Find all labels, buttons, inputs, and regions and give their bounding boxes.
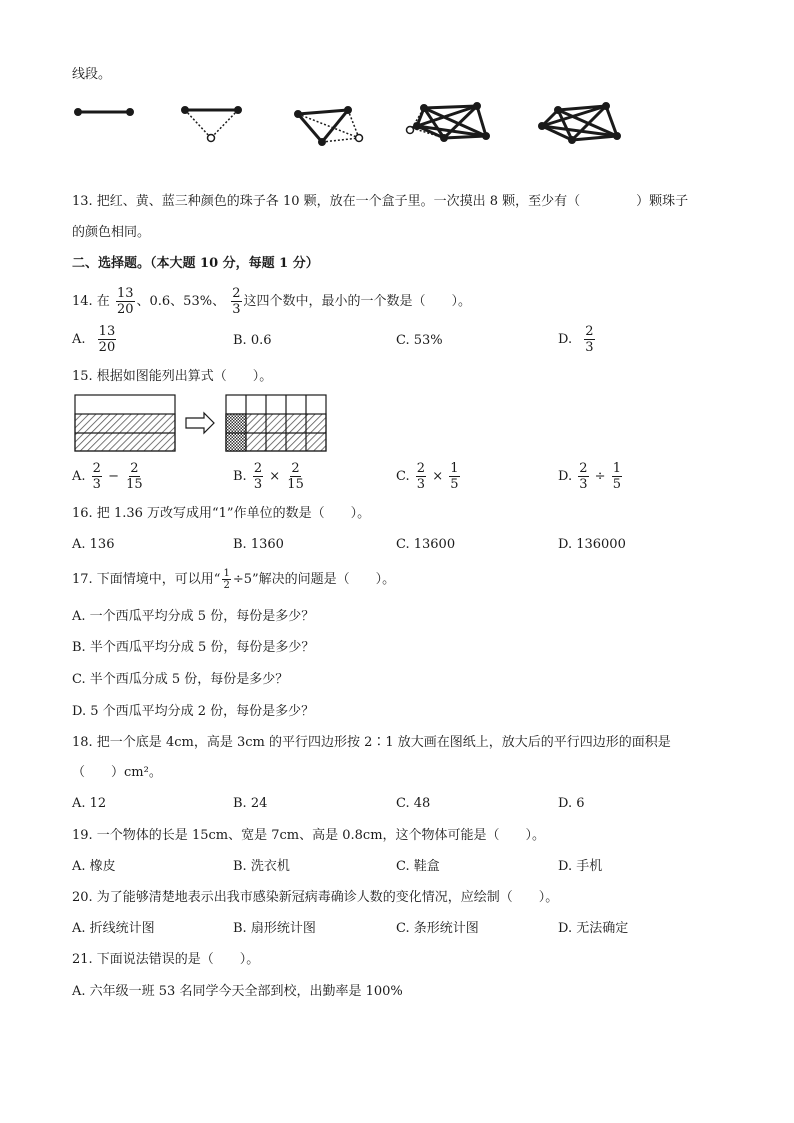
q18-option-a[interactable]: A. 12 xyxy=(72,796,107,811)
q17-frac: $\frac{1}{2}$ xyxy=(223,568,230,591)
q20-question: 20. 为了能够清楚地表示出我市感染新冠病毒确诊人数的变化情况，应绘制（ ）。 xyxy=(72,890,559,905)
q17-option-c[interactable]: C. 半个西瓜分成 5 份，每份是多少？ xyxy=(72,672,289,687)
q15-option-d[interactable]: D. $\frac{2}{3}$ ÷ $\frac{1}{5}$ xyxy=(558,461,621,492)
q14-option-d-frac: $\frac{2}{3}$ xyxy=(585,324,594,355)
q20-option-b[interactable]: B. 扇形统计图 xyxy=(233,921,316,936)
q13-text-b: ）颗珠子 xyxy=(636,194,689,209)
q18-question-cont: （ ）cm²。 xyxy=(72,765,162,780)
q18-question: 18. 把一个底是 4cm，高是 3cm 的平行四边形按 2∶1 放大画在图纸上，放大后的平行四边形的面积是 xyxy=(72,735,671,750)
q13-text-a: 13. 把红、黄、蓝三种颜色的珠子各 10 颗，放在一个盒子里。一次摸出 8 颗，至少有（ xyxy=(72,194,581,209)
q15-d-frac-1: $\frac{2}{3}$ xyxy=(579,461,588,492)
q15-b-frac-1: $\frac{2}{3}$ xyxy=(253,461,263,492)
q16-option-d[interactable]: D. 136000 xyxy=(558,537,626,552)
q18-option-c[interactable]: C. 48 xyxy=(396,796,431,811)
q17-option-b[interactable]: B. 半个西瓜平均分成 5 份，每份是多少？ xyxy=(72,640,315,655)
q17-prefix: 17. 下面情境中，可以用“ xyxy=(72,572,221,587)
q14-option-a-frac: $\frac{13}{20}$ xyxy=(98,324,116,355)
q21-option-a[interactable]: A. 六年级一班 53 名同学今天全部到校，出勤率是 100% xyxy=(72,984,403,999)
q14-option-c[interactable]: C. 53% xyxy=(396,333,443,348)
q19-question: 19. 一个物体的长是 15cm、宽是 7cm、高是 0.8cm，这个物体可能是（ ）。 xyxy=(72,828,546,843)
q16-option-c[interactable]: C. 13600 xyxy=(396,537,456,552)
q19-option-d[interactable]: D. 手机 xyxy=(558,859,603,874)
q20-option-d[interactable]: D. 无法确定 xyxy=(558,921,629,936)
q21-question: 21. 下面说法错误的是（ ）。 xyxy=(72,952,260,967)
q15-option-a[interactable]: A. $\frac{2}{3}$ − $\frac{2}{15}$ xyxy=(72,461,143,492)
q14-question xyxy=(72,285,471,319)
q19-option-c[interactable]: C. 鞋盒 xyxy=(396,859,440,874)
q14-frac-2: $\frac{2}{3}$ xyxy=(232,286,241,317)
q18-option-d[interactable]: D. 6 xyxy=(558,796,585,811)
q15-c-frac-1: $\frac{2}{3}$ xyxy=(416,461,426,492)
q16-question: 16. 把 1.36 万改写成用“1”作单位的数是（ ）。 xyxy=(72,506,371,521)
q17-question xyxy=(72,566,395,594)
q17-option-a[interactable]: A. 一个西瓜平均分成 5 份，每份是多少？ xyxy=(72,609,315,624)
q12-points-figure xyxy=(72,100,672,150)
q14-option-b[interactable]: B. 0.6 xyxy=(233,333,272,348)
q17-option-d[interactable]: D. 5 个西瓜平均分成 2 份，每份是多少？ xyxy=(72,704,315,719)
q12-tail-text: 线段。 xyxy=(72,67,112,82)
q20-option-c[interactable]: C. 条形统计图 xyxy=(396,921,479,936)
q17-suffix: ”解决的问题是（ ）。 xyxy=(252,572,396,587)
q13-line-2: 的颜色相同。 xyxy=(72,225,151,240)
q15-a-frac-2: $\frac{2}{15}$ xyxy=(126,461,143,492)
q14-option-a[interactable]: A. $\frac{13}{20}$ xyxy=(72,324,116,355)
q13-line-1 xyxy=(72,193,688,211)
q14-frac-1: $\frac{13}{20}$ xyxy=(116,286,134,317)
q16-option-a[interactable]: A. 136 xyxy=(72,537,115,552)
q18-option-b[interactable]: B. 24 xyxy=(233,796,268,811)
q15-a-frac-1: $\frac{2}{3}$ xyxy=(92,461,101,492)
q15-bar-diagram xyxy=(74,393,334,457)
q19-option-b[interactable]: B. 洗衣机 xyxy=(233,859,290,874)
q15-d-frac-2: $\frac{1}{5}$ xyxy=(612,461,621,492)
q19-option-a[interactable]: A. 橡皮 xyxy=(72,859,116,874)
q14-option-d[interactable]: D. $\frac{2}{3}$ xyxy=(558,324,594,355)
q14-mid: 、0.6、53%、 xyxy=(136,294,226,309)
q15-question: 15. 根据如图能列出算式（ ）。 xyxy=(72,369,273,384)
q15-c-frac-2: $\frac{1}{5}$ xyxy=(450,461,459,492)
q15-option-b[interactable]: B. $\frac{2}{3}$ × $\frac{2}{15}$ xyxy=(233,461,304,492)
q16-option-b[interactable]: B. 1360 xyxy=(233,537,284,552)
q15-b-frac-2: $\frac{2}{15}$ xyxy=(287,461,304,492)
q14-suffix: 这四个数中，最小的一个数是（ ）。 xyxy=(243,294,472,309)
q20-option-a[interactable]: A. 折线统计图 xyxy=(72,921,155,936)
section-2-title: 二、选择题。（本大题 10 分，每题 1 分） xyxy=(72,256,319,271)
q15-option-c[interactable]: C. $\frac{2}{3}$ × $\frac{1}{5}$ xyxy=(396,461,459,492)
q14-prefix: 14. 在 xyxy=(72,294,110,309)
q17-expr: ÷5 xyxy=(232,572,252,587)
